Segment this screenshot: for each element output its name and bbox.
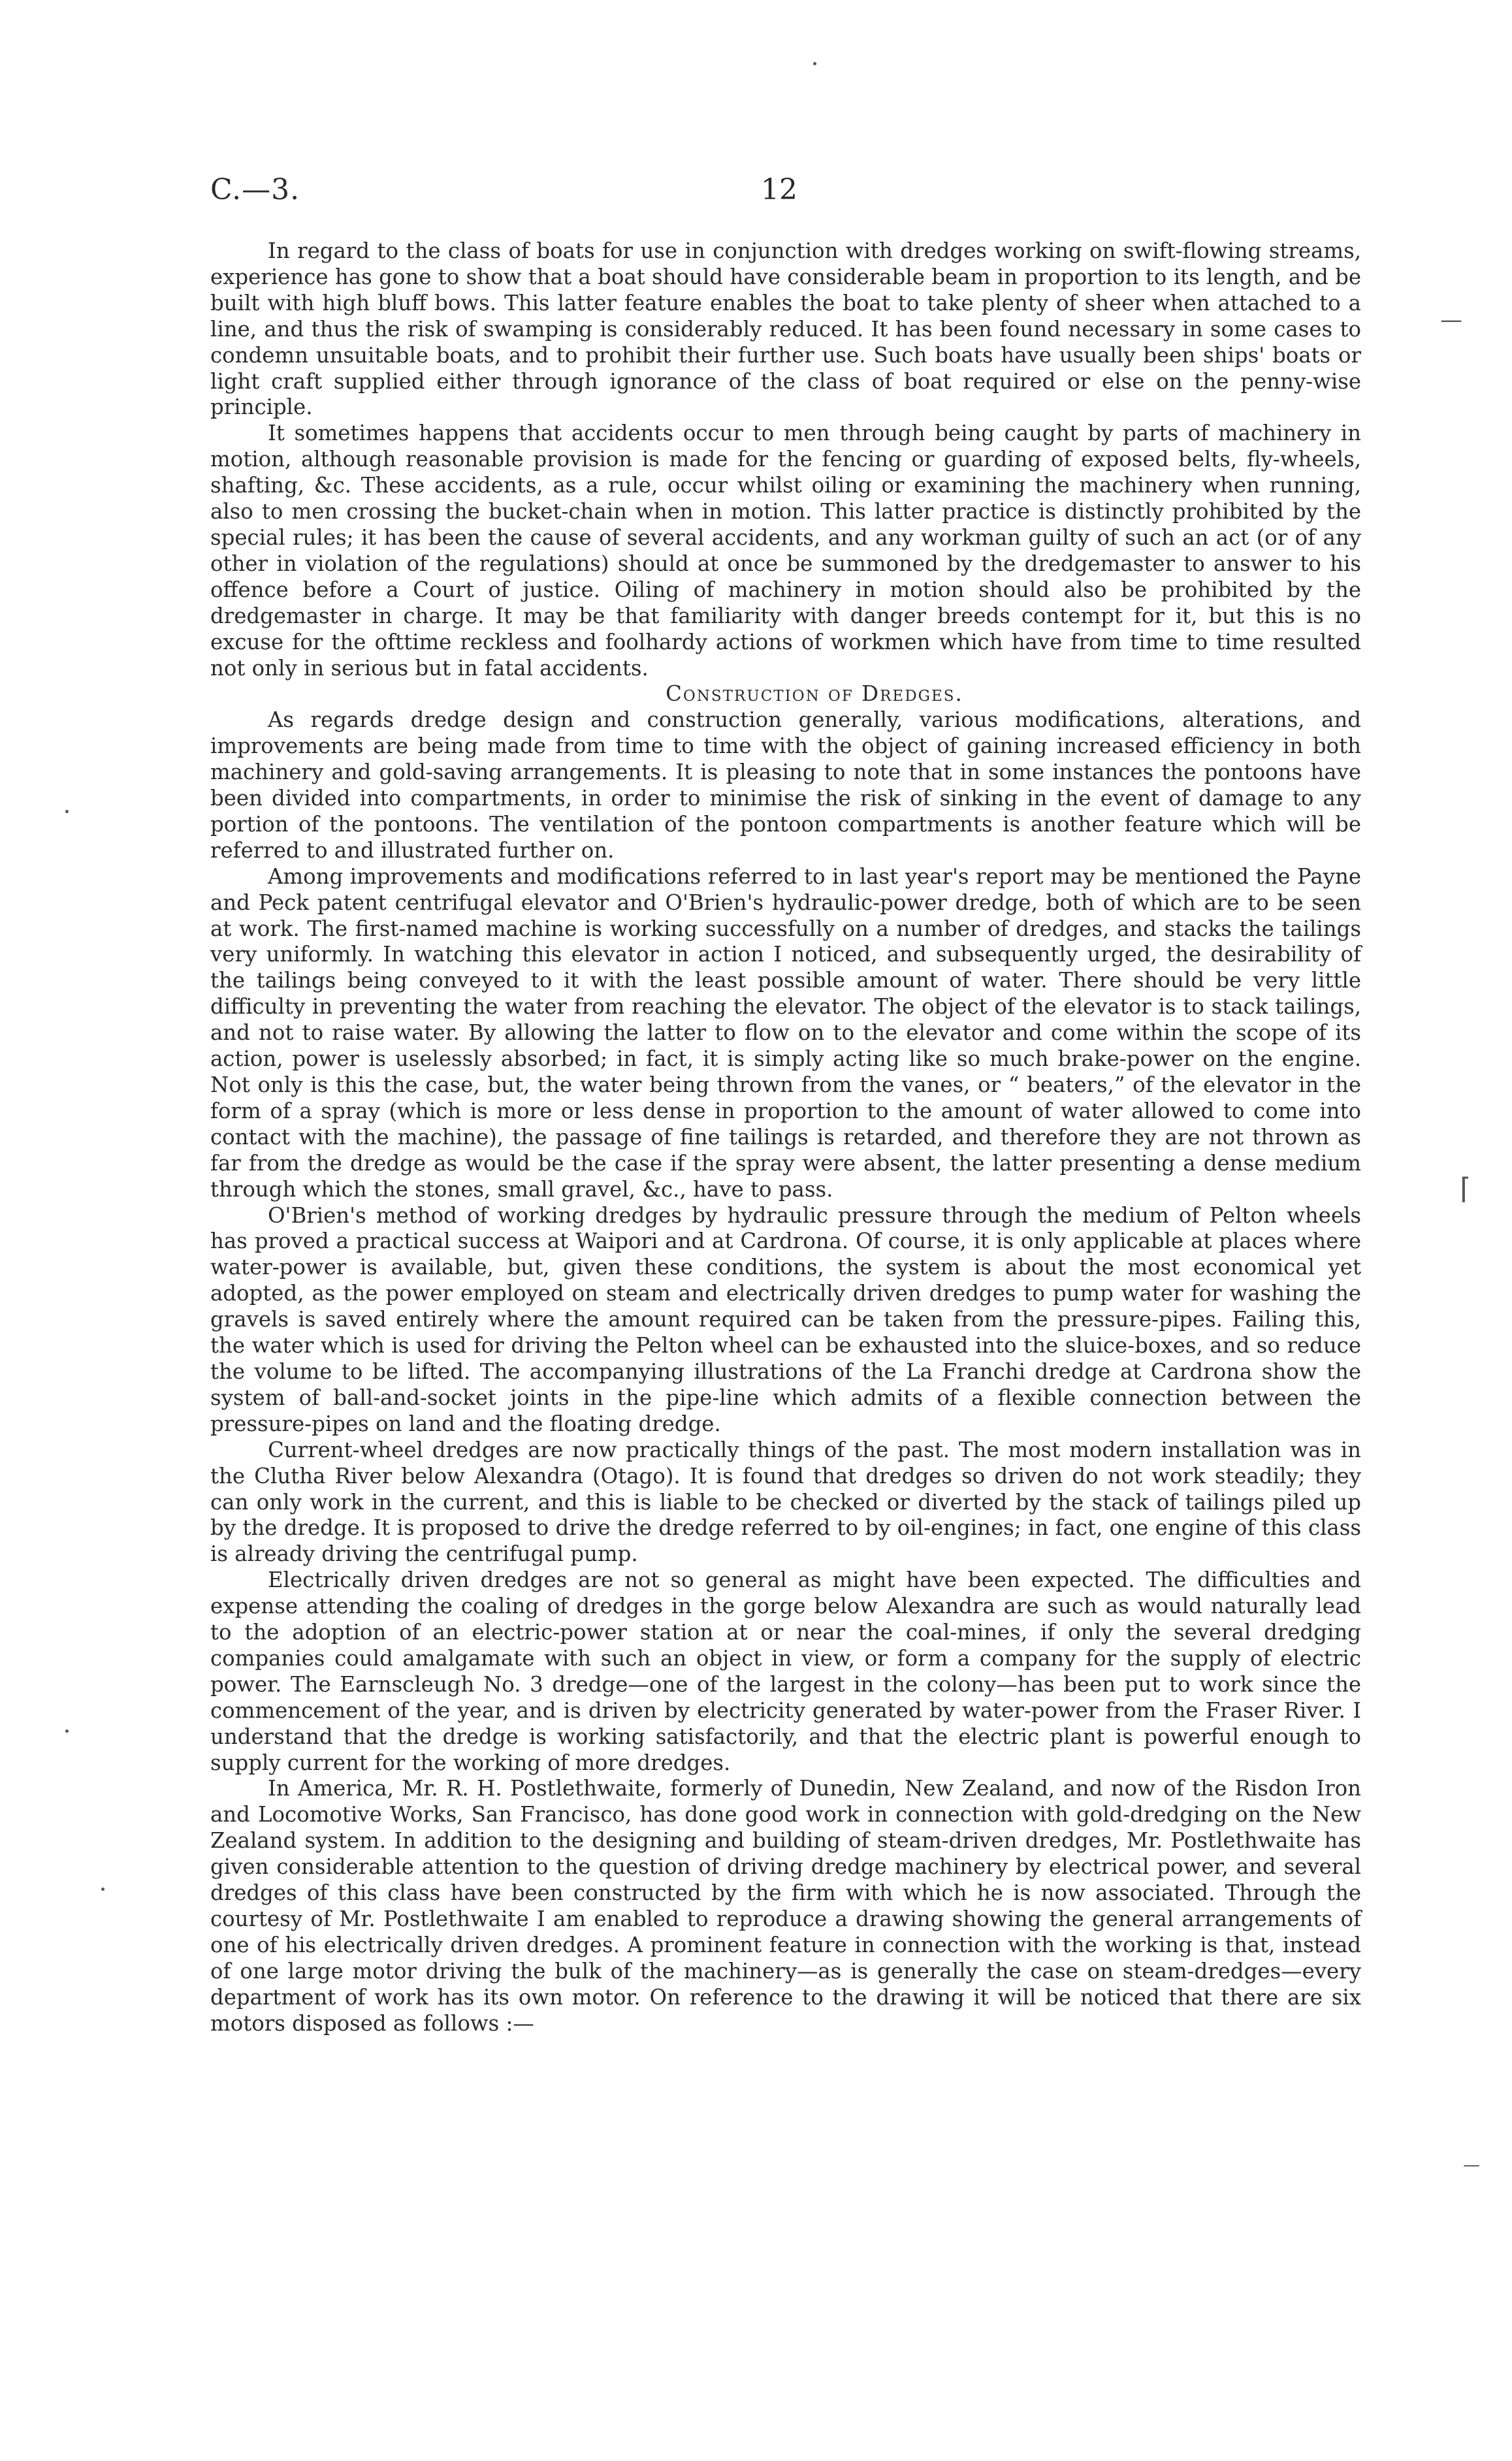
paragraph-machinery-accidents: It sometimes happens that accidents occur to men through being caught by parts of machinery in motion, although reasonable provision is made for the fencing or guarding of exposed belts, fly-wheels, shafting, &c. These accidents, as a rule, occur whilst oiling or examining the machinery when running, also to men crossing the bucket-chain when in motion. This latter practice is distinctly prohibited by the special rules; it has been the cause of several accidents, and any workman guilty of such an act (or of any other in violation of the regulations) should at once be summoned by the dredgemaster to answer to his offence before a Court of justice. Oiling of machinery in motion should also be prohibited by the dredgemaster in charge. It may be that familiarity with danger breeds contempt for it, but this is no excuse for the ofttime reckless and foolhardy actions of workmen which have from time to time resulted not only in serious but in fatal accidents.: [210, 421, 1361, 681]
paragraph-obrien-method: O'Brien's method of working dredges by hydraulic pressure through the medium of Pelton wheels has proved a practical success at Waipori and at Cardrona. Of course, it is only applicable at places where water-power is available, but, given these conditions, the system is about the most economical yet adopted, as the power employed on steam and electrically driven dredges to pump water for washing the gravels is saved entirely where the amount required can be taken from the pressure-pipes. Failing this, the water which is used for driving the Pelton wheel can be exhausted into the sluice-boxes, and so reduce the volume to be lifted. The accompanying illustrations of the La Franchi dredge at Cardrona show the system of ball-and-socket joints in the pipe-line which admits of a flexible connection between the pressure-pipes on land and the floating dredge.: [210, 1202, 1361, 1436]
scan-dot: [101, 1888, 105, 1891]
section-heading: Construction of Dredges.: [666, 681, 963, 707]
paragraph-america: In America, Mr. R. H. Postlethwaite, formerly of Dunedin, New Zealand, and now of the Risdon Iron and Locomotive Works, San Francisco, has done good work in connection with gold-dredging on the New Zealand system. In addition to the designing and building of steam-driven dredges, Mr. Postlethwaite has given considerable attention to the question of driving dredge machinery by electrical power, and several dredges of this class have been constructed by the firm with which he is now associated. Through the courtesy of Mr. Postlethwaite I am enabled to reproduce a drawing showing the general arrangements of one of his electrically driven dredges. A prominent feature in connection with the working is that, instead of one large motor driving the bulk of the machinery—as is generally the case on steam-dredges—every department of work has its own motor. On reference to the drawing it will be noticed that there are six motors disposed as follows :—: [210, 1776, 1361, 2036]
paragraph-electric-dredges: Electrically driven dredges are not so general as might have been expected. The difficulties and expense attending the coaling of dredges in the gorge below Alexandra are such as would naturally lead to the adoption of an electric-power station at or near the coal-mines, if only the several dredging companies could amalgamate with such an object in view, or form a company for the supply of electric power. The Earnscleugh No. 3 dredge—one of the largest in the colony—has been put to work since the commencement of the year, and is driven by electricity generated by water-power from the Fraser River. I understand that the dredge is working satisfactorily, and that the electric plant is powerful enough to supply current for the working of more dredges.: [210, 1568, 1361, 1775]
margin-mark: ⌈: [1460, 1172, 1472, 1206]
scan-dot: [65, 810, 69, 813]
margin-mark: —: [1463, 2155, 1480, 2175]
scan-dot: [65, 1729, 69, 1733]
paragraph-improvements: Among improvements and modifications referred to in last year's report may be mentioned the Payne and Peck patent centrifugal elevator and O'Brien's hydraulic-power dredge, both of which are to be seen at work. The first-named machine is working successfully on a number of dredges, and stacks the tailings very uniformly. In watching this elevator in action I noticed, and subsequently urged, the desirability of the tailings being conveyed to it with the least possible amount of water. There should be very little difficulty in preventing the water from reaching the elevator. The object of the elevator is to stack tailings, and not to raise water. By allowing the latter to flow on to the elevator and come within the scope of its action, power is uselessly absorbed; in fact, it is simply acting like so much brake-power on the engine. Not only is this the case, but, the water being thrown from the vanes, or “ beaters,” of the elevator in the form of a spray (which is more or less dense in proportion to the amount of water allowed to come into contact with the machine), the passage of fine tailings is retarded, and therefore they are not thrown as far from the dredge as would be the case if the spray were absent, the latter presenting a dense medium through which the stones, small gravel, &c., have to pass.: [210, 863, 1361, 1202]
scan-dot: [813, 62, 816, 65]
paragraph-dredge-design: As regards dredge design and construction generally, various modifications, alterations, and improvements are being made from time to time with the object of gaining increased efficiency in both machinery and gold-saving arrangements. It is pleasing to note that in some instances the pontoons have been divided into compartments, in order to minimise the risk of sinking in the event of damage to any portion of the pontoons. The ventilation of the pontoon compartments is another feature which will be referred to and illustrated further on.: [210, 707, 1361, 863]
margin-mark: —: [1440, 307, 1462, 333]
page-number: 12: [761, 173, 797, 206]
page-header-ref: C.—3.: [210, 173, 300, 206]
paragraph-boats: In regard to the class of boats for use in conjunction with dredges working on swift-flowing streams, experience has gone to show that a boat should have considerable beam in proportion to its length, and be built with high bluff bows. This latter feature enables the boat to take plenty of sheer when attached to a line, and thus the risk of swamping is considerably reduced. It has been found necessary in some cases to condemn unsuitable boats, and to prohibit their further use. Such boats have usually been ships' boats or light craft supplied either through ignorance of the class of boat required or else on the penny-wise principle.: [210, 238, 1361, 420]
document-body: [210, 238, 1361, 2037]
paragraph-current-wheel: Current-wheel dredges are now practically things of the past. The most modern installation was in the Clutha River below Alexandra (Otago). It is found that dredges so driven do not work steadily; they can only work in the current, and this is liable to be checked or diverted by the stack of tailings piled up by the dredge. It is proposed to drive the dredge referred to by oil-engines; in fact, one engine of this class is already driving the centrifugal pump.: [210, 1437, 1361, 1567]
